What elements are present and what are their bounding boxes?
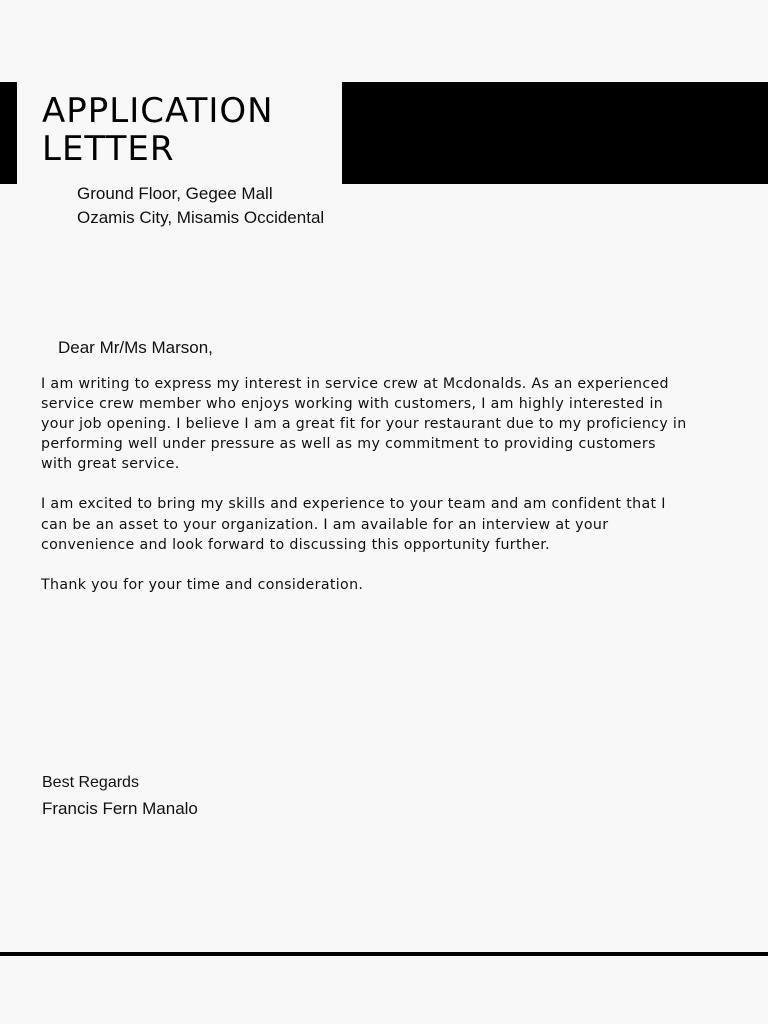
right-accent-bar	[342, 82, 768, 184]
left-accent-bar	[0, 82, 17, 184]
title-line-2: LETTER	[42, 129, 175, 169]
letter-body	[41, 374, 691, 615]
closing: Best Regards	[42, 774, 139, 791]
body-paragraph-1: I am writing to express my interest in service crew at Mcdonalds. As an experienced service crew member who enjoys working with customers, I am highly interested in your job opening. I believe I am a great fit for your restaurant due to my proficiency in performing well under pressure as well as my commitment to providing customers with great service.	[41, 376, 687, 473]
body-paragraph-2: I am excited to bring my skills and experience to your team and am confident that I can be an asset to your organization. I am available for an interview at your convenience and look forward to discussing this opportunity further.	[41, 496, 666, 553]
address-line-1: Ground Floor, Gegee Mall	[77, 184, 273, 203]
bottom-divider	[0, 952, 768, 956]
letter-title	[42, 92, 274, 168]
salutation: Dear Mr/Ms Marson,	[58, 338, 213, 357]
signature-name: Francis Fern Manalo	[42, 799, 198, 818]
body-paragraph-3: Thank you for your time and consideration.	[41, 576, 364, 593]
address-line-2: Ozamis City, Misamis Occidental	[77, 208, 325, 227]
title-line-1: APPLICATION	[42, 91, 274, 131]
address-block	[77, 182, 324, 230]
